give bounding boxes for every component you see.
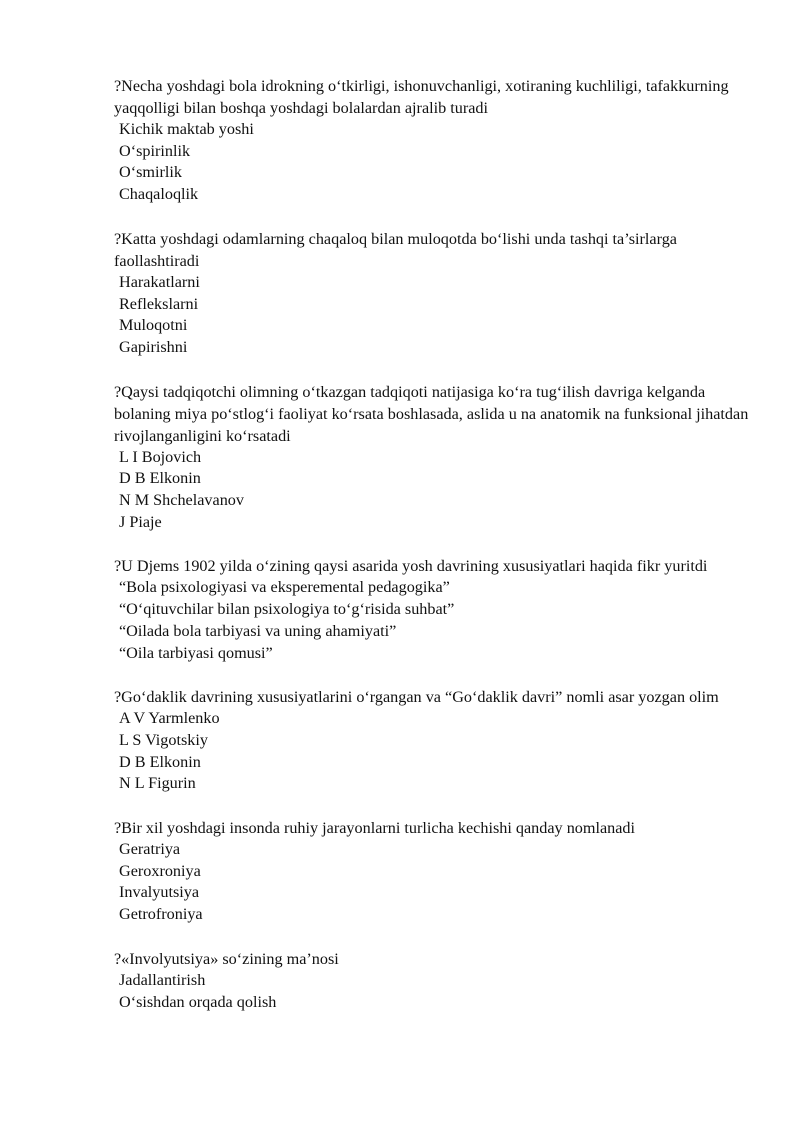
answer-option: J Piaje <box>119 512 162 531</box>
answer-option: Harakatlarni <box>119 272 200 291</box>
answer-option: Kichik maktab yoshi <box>119 120 254 138</box>
answer-option: Reflekslarni <box>119 294 199 313</box>
question-block <box>114 555 754 664</box>
answer-option: Jadallantirish <box>119 970 206 989</box>
answer-option: Geratriya <box>119 840 181 859</box>
question-text: ?U Djems 1902 yilda o‘zining qaysi asarida yosh davrining xususiyatlari haqida fikr yuritdi <box>114 557 708 576</box>
document-page <box>114 75 754 1035</box>
answer-options <box>114 970 754 1013</box>
answer-option: Chaqaloqlik <box>119 185 199 204</box>
question-block <box>114 948 754 1013</box>
answer-option: O‘smirlik <box>119 163 182 182</box>
answer-option: L S Vigotskiy <box>119 730 208 749</box>
question-block <box>114 75 754 206</box>
question-text: ?Go‘daklik davrining xususiyatlarini o‘rgangan va “Go‘daklik davri” nomli asar yozgan olim <box>114 688 719 707</box>
answer-options <box>114 577 754 664</box>
answer-option: “Oila tarbiyasi qomusi” <box>119 643 273 662</box>
question-block <box>114 817 754 926</box>
answer-option: N M Shchelavanov <box>119 491 244 510</box>
question-block <box>114 228 754 359</box>
answer-option: D B Elkonin <box>119 469 201 488</box>
answer-options <box>114 119 754 206</box>
answer-options <box>114 708 754 795</box>
question-text: ?Qaysi tadqiqotchi olimning o‘tkazgan tadqiqoti natijasiga ko‘ra tug‘ilish davriga kelganda bolaning miya po‘stlog‘i faoliyat ko‘rsata boshlasada, aslida u na anatomik na funksional jihatdan rivojlanganligini ko‘rsatadi <box>114 382 753 445</box>
question-text: ?Bir xil yoshdagi insonda ruhiy jarayonlarni turlicha kechishi qanday nomlanadi <box>114 819 636 838</box>
answer-options <box>114 447 754 534</box>
question-text: ?Katta yoshdagi odamlarning chaqaloq bilan muloqotda bo‘lishi unda tashqi ta’sirlarga faollashtiradi <box>114 229 718 270</box>
answer-options <box>114 839 754 926</box>
answer-option: A V Yarmlenko <box>119 709 220 728</box>
answer-option: D B Elkonin <box>119 752 201 771</box>
answer-option: “Bola psixologiyasi va eksperemental pedagogika” <box>119 578 450 597</box>
question-block <box>114 381 754 534</box>
answer-option: O‘sishdan orqada qolish <box>119 992 277 1011</box>
question-text: ?«Involyutsiya» so‘zining ma’nosi <box>114 949 339 968</box>
answer-option: Geroxroniya <box>119 861 201 880</box>
answer-option: O‘spirinlik <box>119 141 191 160</box>
answer-option: L I Bojovich <box>119 447 202 466</box>
answer-option: Invalyutsiya <box>119 883 200 902</box>
answer-option: N L Figurin <box>119 774 196 793</box>
question-block <box>114 686 754 795</box>
question-text: ?Necha yoshdagi bola idrokning o‘tkirligi, ishonuvchanligi, xotiraning kuchliligi, tafakkurning yaqqolligi bilan boshqa yoshdagi bolalardan ajralib turadi <box>114 77 733 117</box>
answer-option: “O‘qituvchilar bilan psixologiya to‘g‘risida suhbat” <box>119 600 455 619</box>
answer-option: Muloqotni <box>119 316 188 335</box>
answer-option: Gapirishni <box>119 337 188 356</box>
answer-option: Getrofroniya <box>119 905 203 924</box>
answer-options <box>114 272 754 359</box>
answer-option: “Oilada bola tarbiyasi va uning ahamiyati” <box>119 621 397 640</box>
